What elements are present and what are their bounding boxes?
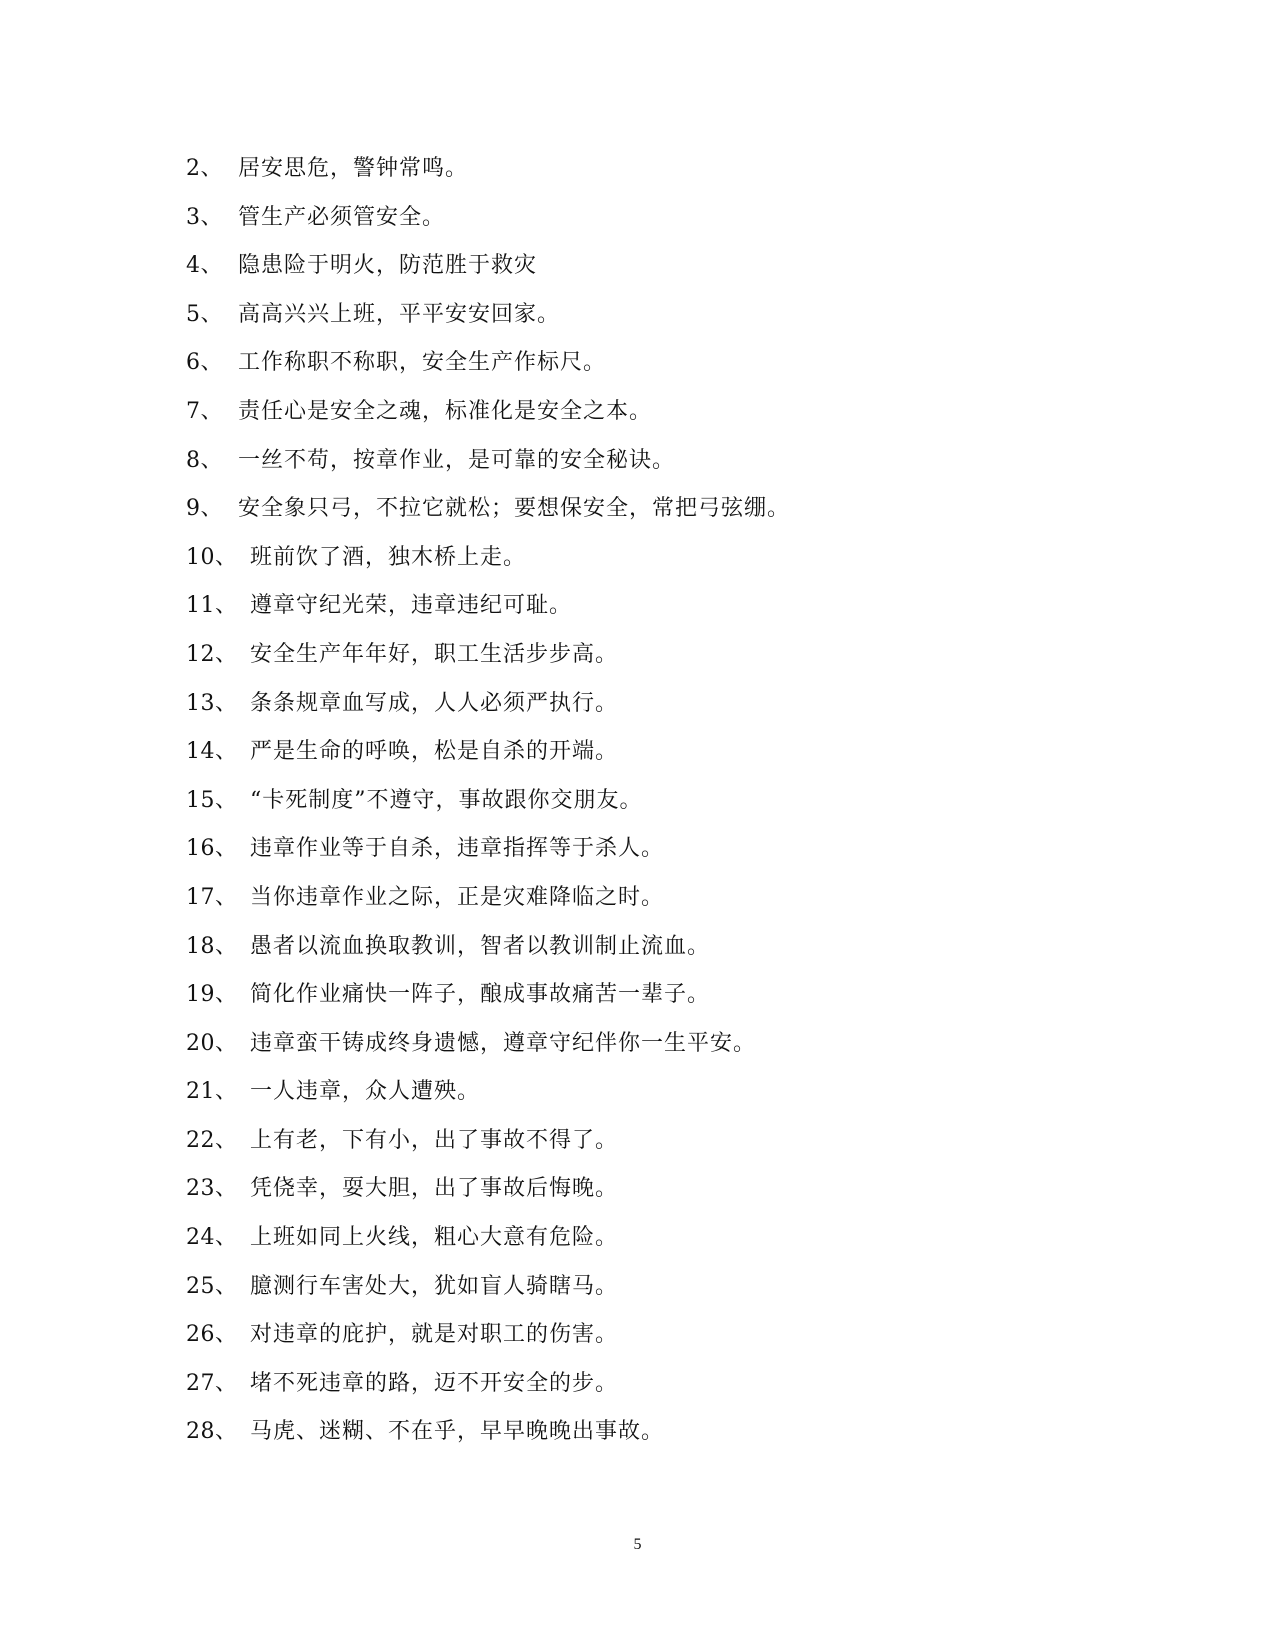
item-number: 22、 bbox=[186, 1127, 238, 1153]
item-text: 违章作业等于自杀，违章指挥等于杀人。 bbox=[250, 836, 665, 862]
item-number: 14、 bbox=[186, 739, 238, 765]
list-item bbox=[186, 1174, 1186, 1223]
item-number: 15、 bbox=[186, 787, 238, 813]
item-number: 12、 bbox=[186, 641, 238, 667]
item-text: 当你违章作业之际，正是灾难降临之时。 bbox=[250, 884, 665, 910]
list-item bbox=[186, 786, 1186, 835]
item-number: 24、 bbox=[186, 1225, 238, 1251]
item-number: 27、 bbox=[186, 1370, 238, 1396]
list-item bbox=[186, 1272, 1186, 1321]
item-text: 上班如同上火线，粗心大意有危险。 bbox=[250, 1225, 619, 1251]
list-item bbox=[186, 640, 1186, 689]
item-text: 愚者以流血换取教训，智者以教训制止流血。 bbox=[250, 933, 711, 959]
item-number: 25、 bbox=[186, 1273, 238, 1299]
item-number: 4、 bbox=[186, 253, 223, 279]
list-item bbox=[186, 348, 1186, 397]
item-text: 对违章的庇护，就是对职工的伤害。 bbox=[250, 1322, 619, 1348]
item-text: 责任心是安全之魂，标准化是安全之本。 bbox=[238, 398, 653, 424]
list-item bbox=[186, 737, 1186, 786]
item-number: 9、 bbox=[186, 496, 223, 522]
list-item bbox=[186, 1320, 1186, 1369]
item-number: 18、 bbox=[186, 933, 238, 959]
item-text: 一人违章，众人遭殃。 bbox=[250, 1079, 481, 1105]
list-item bbox=[186, 494, 1186, 543]
item-number: 20、 bbox=[186, 1030, 238, 1056]
item-text: 马虎、迷糊、不在乎，早早晚晚出事故。 bbox=[250, 1419, 665, 1445]
page-number: 5 bbox=[633, 1536, 642, 1553]
list-item bbox=[186, 203, 1186, 252]
list-item bbox=[186, 397, 1186, 446]
slogan-list bbox=[186, 154, 1186, 1466]
item-text: 遵章守纪光荣，违章违纪可耻。 bbox=[250, 593, 573, 619]
item-number: 17、 bbox=[186, 884, 238, 910]
list-item bbox=[186, 689, 1186, 738]
item-text: 安全生产年年好，职工生活步步高。 bbox=[250, 641, 619, 667]
list-item bbox=[186, 980, 1186, 1029]
list-item bbox=[186, 883, 1186, 932]
item-number: 16、 bbox=[186, 836, 238, 862]
item-text: 班前饮了酒，独木桥上走。 bbox=[250, 544, 527, 570]
list-item bbox=[186, 1126, 1186, 1175]
list-item bbox=[186, 446, 1186, 495]
item-number: 23、 bbox=[186, 1176, 238, 1202]
list-item bbox=[186, 1077, 1186, 1126]
item-text: 高高兴兴上班，平平安安回家。 bbox=[238, 301, 561, 327]
item-number: 10、 bbox=[186, 544, 238, 570]
item-text: 简化作业痛快一阵子，酿成事故痛苦一辈子。 bbox=[250, 982, 711, 1008]
item-number: 26、 bbox=[186, 1322, 238, 1348]
list-item bbox=[186, 1369, 1186, 1418]
item-text: “卡死制度”不遵守，事故跟你交朋友。 bbox=[250, 787, 643, 813]
list-item bbox=[186, 543, 1186, 592]
item-number: 19、 bbox=[186, 982, 238, 1008]
item-text: 凭侥幸，耍大胆，出了事故后悔晚。 bbox=[250, 1176, 619, 1202]
item-text: 严是生命的呼唤，松是自杀的开端。 bbox=[250, 739, 619, 765]
item-number: 5、 bbox=[186, 301, 223, 327]
item-number: 13、 bbox=[186, 690, 238, 716]
item-number: 8、 bbox=[186, 447, 223, 473]
list-item bbox=[186, 1029, 1186, 1078]
item-text: 隐患险于明火，防范胜于救灾 bbox=[238, 253, 538, 279]
item-text: 堵不死违章的路，迈不开安全的步。 bbox=[250, 1370, 619, 1396]
item-number: 6、 bbox=[186, 350, 223, 376]
list-item bbox=[186, 932, 1186, 981]
item-number: 7、 bbox=[186, 398, 223, 424]
item-text: 臆测行车害处大，犹如盲人骑瞎马。 bbox=[250, 1273, 619, 1299]
item-text: 工作称职不称职，安全生产作标尺。 bbox=[238, 350, 607, 376]
item-number: 2、 bbox=[186, 156, 223, 181]
item-text: 上有老，下有小，出了事故不得了。 bbox=[250, 1127, 619, 1153]
item-text: 一丝不苟，按章作业，是可靠的安全秘诀。 bbox=[238, 447, 676, 473]
item-text: 管生产必须管安全。 bbox=[238, 204, 446, 230]
item-text: 违章蛮干铸成终身遗憾，遵章守纪伴你一生平安。 bbox=[250, 1030, 757, 1056]
list-item bbox=[186, 834, 1186, 883]
item-text: 安全象只弓，不拉它就松；要想保安全，常把弓弦绷。 bbox=[238, 496, 791, 522]
item-number: 21、 bbox=[186, 1079, 238, 1105]
list-item bbox=[186, 1417, 1186, 1466]
list-item bbox=[186, 1223, 1186, 1272]
item-number: 11、 bbox=[186, 593, 238, 619]
list-item bbox=[186, 300, 1186, 349]
list-item bbox=[186, 591, 1186, 640]
item-number: 28、 bbox=[186, 1419, 238, 1445]
item-number: 3、 bbox=[186, 204, 223, 230]
list-item bbox=[186, 251, 1186, 300]
list-item bbox=[186, 154, 1186, 203]
item-text: 条条规章血写成，人人必须严执行。 bbox=[250, 690, 619, 716]
item-text: 居安思危，警钟常鸣。 bbox=[238, 156, 469, 181]
